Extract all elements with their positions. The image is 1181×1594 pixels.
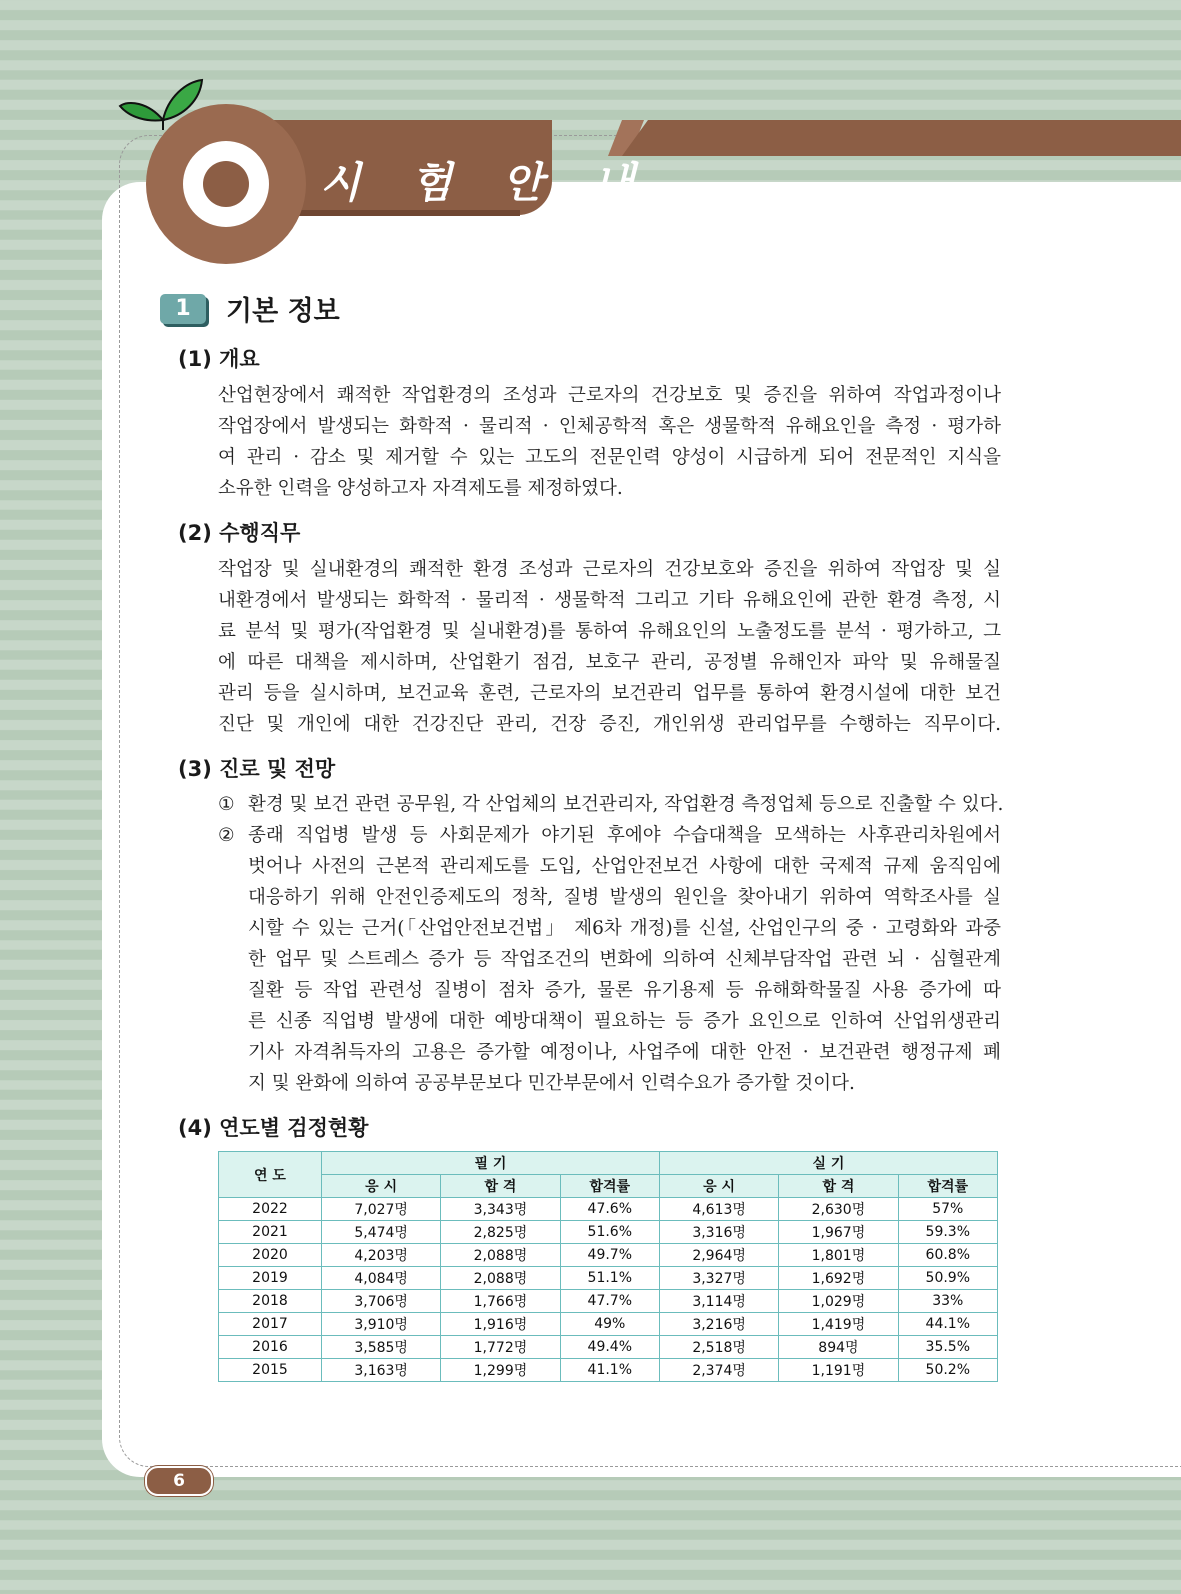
overview-line: 작업장에서 발생되는 화학적 · 물리적 · 인체공학적 혹은 생물학적 유해요인을 측정 · 평가하 bbox=[218, 416, 1001, 437]
outlook-item-2-line: 시할 수 있는 근거(「산업안전보건법」 제6차 개정)를 신설, 산업인구의 중 · 고령화와 과중 bbox=[248, 918, 1001, 939]
section-number-badge: 1 bbox=[160, 294, 206, 324]
duties-line: 진단 및 개인에 대한 건강진단 관리, 건장 증진, 개인위생 관리업무를 수행하는 직무이다. bbox=[218, 714, 1001, 735]
practical-pass-cell: 894명 bbox=[779, 1336, 898, 1359]
written-apply-cell: 3,910명 bbox=[322, 1313, 441, 1336]
written-pass-cell: 2,088명 bbox=[441, 1267, 560, 1290]
outlook-heading: (3) 진로 및 전망 bbox=[178, 757, 336, 781]
table-row bbox=[219, 1267, 998, 1290]
practical-pass-cell: 1,419명 bbox=[779, 1313, 898, 1336]
year-cell: 2018 bbox=[219, 1290, 322, 1313]
duties-heading: (2) 수행직무 bbox=[178, 521, 301, 545]
table-row bbox=[219, 1336, 998, 1359]
written-apply-cell: 5,474명 bbox=[322, 1221, 441, 1244]
overview-line: 산업현장에서 쾌적한 작업환경의 조성과 근로자의 건강보호 및 증진을 위하여 작업과정이나 bbox=[218, 385, 1001, 406]
leaf-icon bbox=[118, 72, 208, 132]
section-heading bbox=[160, 289, 340, 328]
year-cell: 2020 bbox=[219, 1244, 322, 1267]
duties-line: 작업장 및 실내환경의 쾌적한 환경 조성과 근로자의 건강보호와 증진을 위하여 작업장 및 실 bbox=[218, 559, 1001, 580]
duties-line: 에 따른 대책을 제시하며, 산업환기 점검, 보호구 관리, 공정별 유해인자 파악 및 유해물질 bbox=[218, 652, 1001, 673]
header-badge-center bbox=[203, 161, 249, 207]
table-row bbox=[219, 1313, 998, 1336]
written-apply-cell: 7,027명 bbox=[322, 1198, 441, 1221]
duties-line: 관리 등을 실시하며, 보건교육 훈련, 근로자의 보건관리 업무를 통하여 환경시설에 대한 보건 bbox=[218, 683, 1001, 704]
written-group-header: 필 기 bbox=[322, 1152, 660, 1175]
practical-pass-cell: 1,692명 bbox=[779, 1267, 898, 1290]
written-apply-cell: 4,203명 bbox=[322, 1244, 441, 1267]
stats-heading: (4) 연도별 검정현황 bbox=[178, 1116, 369, 1140]
written-rate-cell: 47.6% bbox=[560, 1198, 659, 1221]
practical-apply-cell: 4,613명 bbox=[659, 1198, 778, 1221]
written-apply-cell: 3,706명 bbox=[322, 1290, 441, 1313]
practical-pass-cell: 2,630명 bbox=[779, 1198, 898, 1221]
table-row bbox=[219, 1221, 998, 1244]
overview-line: 여 관리 · 감소 및 제거할 수 있는 고도의 전문인력 양성이 시급하게 되어 전문적인 지식을 bbox=[218, 447, 1001, 468]
practical-pass-cell: 1,967명 bbox=[779, 1221, 898, 1244]
outlook-item-2-line: 대응하기 위해 안전인증제도의 정착, 질병 발생의 원인을 찾아내기 위하여 역학조사를 실 bbox=[248, 887, 1001, 908]
outlook-item-2-line: 기사 자격취득자의 고용은 증가할 예정이나, 사업주에 대한 안전 · 보건관련 행정규제 폐 bbox=[248, 1042, 1001, 1063]
overview-paragraph bbox=[218, 380, 1001, 504]
practical-rate-cell: 50.9% bbox=[898, 1267, 997, 1290]
practical-rate-cell: 50.2% bbox=[898, 1359, 997, 1382]
col-year-header: 연 도 bbox=[219, 1152, 322, 1198]
written-pass-cell: 1,299명 bbox=[441, 1359, 560, 1382]
practical-apply-cell: 3,216명 bbox=[659, 1313, 778, 1336]
practical-apply-cell: 2,518명 bbox=[659, 1336, 778, 1359]
practical-apply-cell: 3,327명 bbox=[659, 1267, 778, 1290]
practical-apply-cell: 3,114명 bbox=[659, 1290, 778, 1313]
practical-rate-cell: 35.5% bbox=[898, 1336, 997, 1359]
year-cell: 2015 bbox=[219, 1359, 322, 1382]
year-cell: 2019 bbox=[219, 1267, 322, 1290]
practical-apply-header: 응 시 bbox=[659, 1175, 778, 1198]
practical-rate-cell: 44.1% bbox=[898, 1313, 997, 1336]
written-rate-cell: 51.1% bbox=[560, 1267, 659, 1290]
written-pass-cell: 2,088명 bbox=[441, 1244, 560, 1267]
year-cell: 2017 bbox=[219, 1313, 322, 1336]
duties-paragraph bbox=[218, 554, 1001, 740]
table-row bbox=[219, 1244, 998, 1267]
written-rate-cell: 41.1% bbox=[560, 1359, 659, 1382]
written-pass-cell: 2,825명 bbox=[441, 1221, 560, 1244]
item-mark: ② bbox=[218, 825, 235, 846]
outlook-item-2-line: 벗어나 사전의 근본적 관리제도를 도입, 산업안전보건 사항에 대한 국제적 규제 움직임에 bbox=[248, 856, 1001, 877]
stats-table-body bbox=[219, 1198, 998, 1382]
header-ribbon bbox=[622, 120, 1181, 156]
practical-rate-cell: 57% bbox=[898, 1198, 997, 1221]
section-title: 기본 정보 bbox=[226, 296, 340, 327]
written-pass-cell: 3,343명 bbox=[441, 1198, 560, 1221]
practical-apply-cell: 3,316명 bbox=[659, 1221, 778, 1244]
written-rate-cell: 49.4% bbox=[560, 1336, 659, 1359]
written-rate-cell: 47.7% bbox=[560, 1290, 659, 1313]
page-number: 6 bbox=[145, 1466, 213, 1496]
practical-pass-cell: 1,801명 bbox=[779, 1244, 898, 1267]
year-cell: 2022 bbox=[219, 1198, 322, 1221]
outlook-item-2-line: 한 업무 및 스트레스 증가 등 작업조건의 변화에 의하여 신체부담작업 관련 뇌 · 심혈관계 bbox=[248, 949, 1001, 970]
table-row bbox=[219, 1198, 998, 1221]
table-row bbox=[219, 1359, 998, 1382]
written-apply-cell: 3,163명 bbox=[322, 1359, 441, 1382]
overview-heading: (1) 개요 bbox=[178, 347, 260, 371]
written-apply-cell: 4,084명 bbox=[322, 1267, 441, 1290]
outlook-item-2 bbox=[218, 820, 1001, 1099]
outlook-item-2-line: 지 및 완화에 의하여 공공부문보다 민간부문에서 인력수요가 증가할 것이다. bbox=[248, 1073, 855, 1094]
written-pass-cell: 1,772명 bbox=[441, 1336, 560, 1359]
year-cell: 2016 bbox=[219, 1336, 322, 1359]
item-mark: ① bbox=[218, 794, 235, 815]
practical-pass-cell: 1,029명 bbox=[779, 1290, 898, 1313]
duties-line: 료 분석 및 평가(작업환경 및 실내환경)를 통하여 유해요인의 노출정도를 분석 · 평가하고, 그 bbox=[218, 621, 1001, 642]
practical-rate-cell: 59.3% bbox=[898, 1221, 997, 1244]
written-apply-header: 응 시 bbox=[322, 1175, 441, 1198]
written-rate-cell: 51.6% bbox=[560, 1221, 659, 1244]
practical-rate-header: 합격률 bbox=[898, 1175, 997, 1198]
year-cell: 2021 bbox=[219, 1221, 322, 1244]
practical-group-header: 실 기 bbox=[659, 1152, 997, 1175]
header-title: 시 험 안 내 bbox=[320, 158, 653, 207]
written-pass-cell: 1,766명 bbox=[441, 1290, 560, 1313]
practical-rate-cell: 33% bbox=[898, 1290, 997, 1313]
outlook-item-2-line: 른 신종 직업병 발생에 대한 예방대책이 필요하는 등 증가 요인으로 인하여 산업위생관리 bbox=[248, 1011, 1001, 1032]
table-row bbox=[219, 1290, 998, 1313]
stats-table bbox=[218, 1151, 998, 1382]
outlook-item-2-line: 종래 직업병 발생 등 사회문제가 야기된 후에야 수습대책을 모색하는 사후관리차원에서 bbox=[248, 825, 1001, 846]
practical-apply-cell: 2,374명 bbox=[659, 1359, 778, 1382]
written-rate-header: 합격률 bbox=[560, 1175, 659, 1198]
practical-pass-header: 합 격 bbox=[779, 1175, 898, 1198]
outlook-item-2-line: 질환 등 작업 관련성 질병이 점차 증가, 물론 유기용제 등 유해화학물질 사용 증가에 따 bbox=[248, 980, 1001, 1001]
written-pass-header: 합 격 bbox=[441, 1175, 560, 1198]
written-rate-cell: 49.7% bbox=[560, 1244, 659, 1267]
practical-rate-cell: 60.8% bbox=[898, 1244, 997, 1267]
outlook-item-1 bbox=[218, 789, 1004, 820]
duties-line: 내환경에서 발생되는 화학적 · 물리적 · 생물학적 그리고 기타 유해요인에 관한 환경 측정, 시 bbox=[218, 590, 1001, 611]
written-rate-cell: 49% bbox=[560, 1313, 659, 1336]
overview-line: 소유한 인력을 양성하고자 자격제도를 제정하였다. bbox=[218, 478, 623, 499]
written-apply-cell: 3,585명 bbox=[322, 1336, 441, 1359]
outlook-item-1-text: 환경 및 보건 관련 공무원, 각 산업체의 보건관리자, 작업환경 측정업체 등으로 진출할 수 있다. bbox=[248, 794, 1004, 815]
practical-apply-cell: 2,964명 bbox=[659, 1244, 778, 1267]
written-pass-cell: 1,916명 bbox=[441, 1313, 560, 1336]
practical-pass-cell: 1,191명 bbox=[779, 1359, 898, 1382]
